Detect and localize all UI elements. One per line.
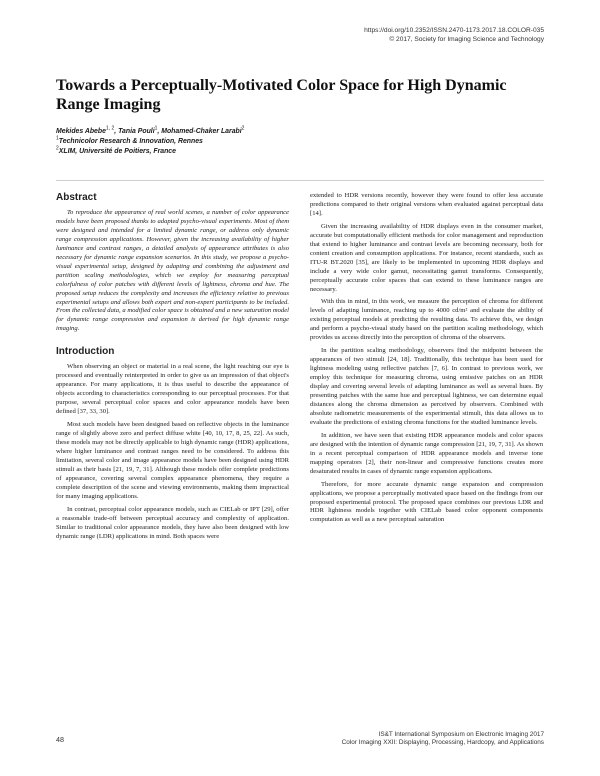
conference-line-1: IS&T International Symposium on Electronic Imaging 2017 xyxy=(378,731,544,738)
intro-paragraph-2: Most such models have been designed based on reflective objects in the luminance range of slightly above zero and perfect diffuse white [40, 10, 17, 8, 25, 22]. As such, these models may not be directly applicable to high dynamic range (HDR) applications, where higher luminance and contrast ranges need to be considered. To address this limitation, several color and image appearance models have been designed using HDR stimuli as their basis [21, 19, 7, 31]. Although these models offer complete predictions of appearance, covering several complex appearance phenomena, they require a complete description of the scene and viewing environments, making them impractical for many imaging applications. xyxy=(56,421,289,500)
author-1-sup: 1, 2 xyxy=(105,125,115,132)
right-paragraph-3: In the partition scaling methodology, observers find the midpoint between the appearances of two stimuli [24, 18]. Traditionally, this technique has been used for lightness modeling using reflective patches [7, 6]. In contrast to previous work, we employ this technique for measuring chroma, using emissive patches on an HDR display and covering several levels of adapting luminance as well as several hues. By presenting patches with the same hue and perceptual lightness, we can determine equal distances along the chroma dimension as perceived by observers. Combined with absolute radiometric measurements of the experimental stimuli, this data allows us to evaluate the predictions of existing chroma functions for the studied luminance levels. xyxy=(310,347,543,426)
right-column xyxy=(310,192,543,529)
page-number: 48 xyxy=(56,735,64,744)
right-paragraph-0: extended to HDR versions recently, however they were found to offer less accurate predictions compared to their original versions when evaluated against perceptual data [14]. xyxy=(310,192,543,217)
author-block xyxy=(56,127,536,157)
right-paragraph-4: In addition, we have seen that existing HDR appearance models and color spaces are designed with the intention of dynamic range compression [21, 19, 7, 31]. As shown in a recent perceptual comparison of HDR appearance models and inverse tone mapping operators [2], their non-linear and compressive functions creates more desaturated results in cases of dynamic range expansion applications. xyxy=(310,431,543,475)
affiliation-2 xyxy=(56,147,536,157)
footer-conference xyxy=(294,731,544,747)
right-paragraph-1: Given the increasing availability of HDR displays even in the consumer market, accurate but computationally efficient methods for color management and reproduction that extend to higher luminance and contrast levels are becoming necessary, both for content creation and consumption applications. For instance, recent standards, such as ITU-R BT.2020 [35], are likely to be implemented in upcoming HDR displays and include a very wide color gamut, necessitating gamut transforms. Consequently, perceptually accurate color spaces that can extend to these luminance ranges are necessary. xyxy=(310,222,543,293)
header-divider xyxy=(56,180,544,181)
left-column xyxy=(56,192,289,545)
author-1: Mekides Abebe xyxy=(56,128,106,135)
header-meta xyxy=(284,27,544,44)
doi-link[interactable]: https://doi.org/10.2352/ISSN.2470-1173.2017.18.COLOR-035 xyxy=(364,27,544,34)
copyright-line: © 2017, Society for Imaging Science and Technology xyxy=(389,35,544,43)
affiliation-2-text: XLIM, Université de Poitiers, France xyxy=(58,148,176,155)
affiliation-1-sup: 1 xyxy=(56,135,59,142)
intro-paragraph-1: When observing an object or material in a real scene, the light reaching our eye is processed and eventually reinterpreted in order to give us an impression of that object's appearance. For many applications, it is thus useful to describe the appearance of objects according to characteristics corresponding to our perceptual processes. For that purpose, several perceptual color spaces and color appearance models have been defined [37, 33, 30]. xyxy=(56,363,289,416)
intro-paragraph-3: In contrast, perceptual color appearance models, such as CIELab or IPT [29], offer a reasonable trade-off between perceptual accuracy and complexity of application. Similar to traditional color appearance models, they have also been designed with low dynamic range (LDR) applications in mind. Both spaces were xyxy=(56,505,289,540)
author-3-sup: 2 xyxy=(241,125,245,132)
conference-line-2: Color Imaging XXII: Displaying, Processing, Hardcopy, and Applications xyxy=(341,739,544,746)
affiliation-2-sup: 2 xyxy=(56,145,59,152)
right-paragraph-5: Therefore, for more accurate dynamic range expansion and compression applications, we propose a perceptually motivated space based on the findings from our proposed experimental protocol. The proposed space combines our previous LDR and HDR lightness models together with CIELab based color opponent components computation as well as a new perceptual saturation xyxy=(310,480,543,524)
author-2: Tania Pouli xyxy=(118,128,155,135)
paper-title: Towards a Perceptually-Motivated Color Space for High Dynamic Range Imaging xyxy=(56,77,507,113)
author-3: Mohamed-Chaker Larabi xyxy=(161,128,242,135)
author-names: Mekides Abebe$^{1, 2}$, Tania Pouli$^1$, Mohamed-Chaker Larabi$^2$ xyxy=(56,125,245,135)
affiliation-1 xyxy=(56,137,536,147)
affiliation-1-text: Technicolor Research & Innovation, Rennes xyxy=(58,138,203,145)
introduction-heading: Introduction xyxy=(56,346,115,358)
abstract-text: To reproduce the appearance of real world scenes, a number of color appearance models have been proposed thanks to adapted psycho-visual experiments. Most of them were designed and intended for a limited dynamic range, or address only dynamic range compression applications. However, given the increasing availability of higher luminance and contrast ranges, a detailed analysis of appearance attributes is also necessary for dynamic range expansion scenarios. In this study, we propose a psycho-visual experimental setup, designed by adapting and combining the adjustment and partition scaling methodologies, which we employ for measuring perceptual colorfulness of color patches with different levels of lightness, chroma and hue. The proposed setup reduces the complexity and increases the efficiency relative to previous experimental setups and allows both expert and non-expert participants to be included. From the collected data, a modified color space is obtained and a new saturation model for dynamic range compression and expansion is derived for high dynamic range imaging. xyxy=(56,209,289,333)
author-2-sup: 1 xyxy=(154,125,158,132)
right-paragraph-2: With this in mind, in this work, we measure the perception of chroma for different levels of adapting luminance, reaching up to 4000 cd/m² and evaluate the ability of existing perceptual models at predicting the resulting data. To achieve this, we design and perform a psycho-visual study based on the partition scaling methodology, which provides us access directly into the perception of chroma of the observers. xyxy=(310,298,543,342)
abstract-heading: Abstract xyxy=(56,192,97,203)
